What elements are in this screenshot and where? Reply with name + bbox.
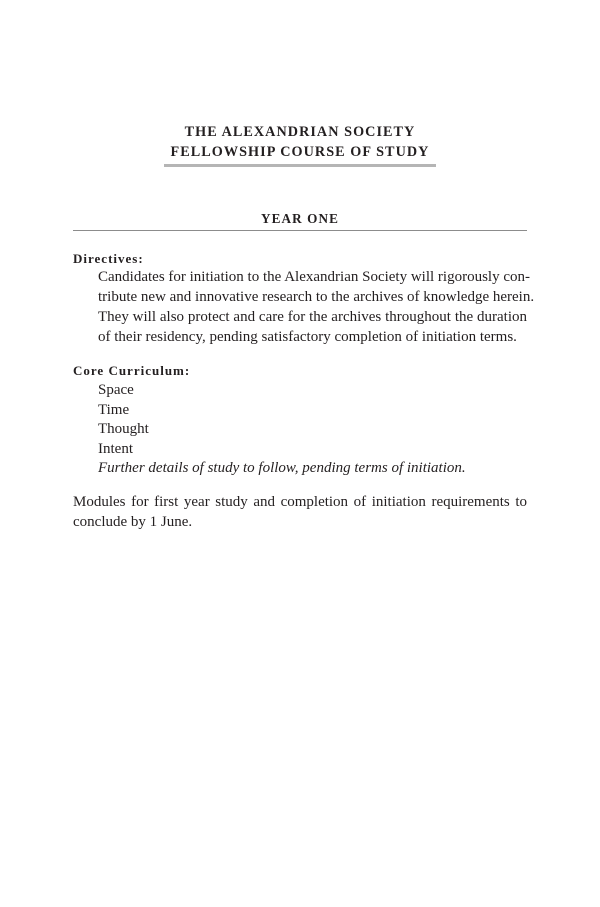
curriculum-item-thought: Thought <box>98 421 149 438</box>
closing-line: conclude by 1 June. <box>73 513 193 530</box>
section-heading-year-one: YEAR ONE <box>260 211 340 226</box>
curriculum-note: Further details of study to follow, pending terms of initiation. <box>98 460 466 477</box>
curriculum-item-intent: Intent <box>98 440 133 457</box>
curriculum-item-time: Time <box>98 401 130 418</box>
document-title <box>0 122 600 162</box>
directives-line: of their residency, pending satisfactory completion of initiation terms. <box>98 329 517 345</box>
core-curriculum-section <box>73 362 527 479</box>
directives-line: They will also protect and care for the archives throughout the duration <box>98 309 527 325</box>
directives-section <box>73 250 535 347</box>
closing-paragraph <box>73 492 527 532</box>
document-body <box>73 250 535 532</box>
directives-label: Directives: <box>73 251 144 266</box>
title-divider <box>164 164 436 167</box>
core-curriculum-list <box>73 381 527 479</box>
core-curriculum-label: Core Curriculum: <box>73 363 191 378</box>
directives-paragraph <box>73 267 535 347</box>
directives-line: tribute new and innovative research to the archives of knowledge herein. <box>98 289 535 305</box>
closing-line: Modules for first year study and completion of initiation requirements to <box>73 493 527 510</box>
title-line-society: THE ALEXANDRIAN SOCIETY <box>184 124 416 140</box>
directives-line: Candidates for initiation to the Alexandrian Society will rigorously con- <box>98 269 530 285</box>
curriculum-item-space: Space <box>98 382 134 398</box>
section-divider <box>73 230 527 231</box>
title-line-course: FELLOWSHIP COURSE OF STUDY <box>170 144 430 160</box>
